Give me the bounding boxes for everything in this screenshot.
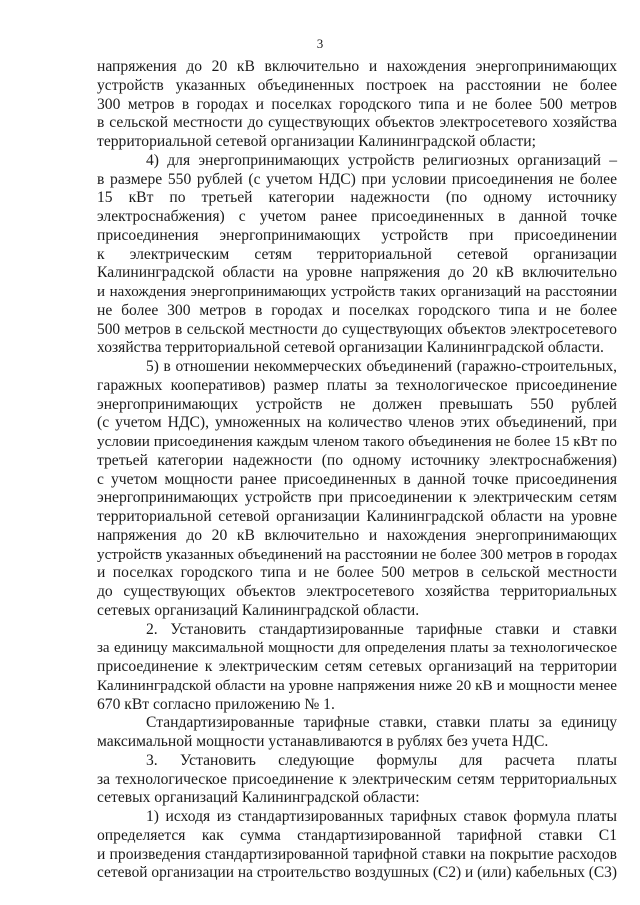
text-line: максимальной мощности устанавливаются в рублях без учета НДС. bbox=[97, 733, 549, 750]
text-line: 500 метров в сельской местности до существующих объектов электросетевого bbox=[97, 320, 617, 338]
text-line: за единицу максимальной мощности для определения платы за технологическое bbox=[97, 640, 617, 657]
text-line: устройств указанных объединений на расстоянии не более 300 метров в городах bbox=[97, 545, 618, 563]
text-line: Стандартизированные тарифные ставки, ставки платы за единицу bbox=[146, 714, 617, 732]
text-line: Калининградской области на уровне напряжения до 20 кВ включительно bbox=[97, 264, 617, 282]
text-line: энергопринимающих устройств не должен превышать 550 рублей bbox=[97, 395, 617, 413]
text-line: до существующих объектов электросетевого хозяйства территориальных bbox=[97, 583, 617, 600]
text-line: сетевых организаций Калининградской области. bbox=[97, 601, 420, 619]
text-line: 2. Установить стандартизированные тарифные ставки и ставки bbox=[146, 620, 617, 638]
text-line: за технологическое присоединение к электрическим сетям территориальных bbox=[97, 770, 617, 788]
text-line: с учетом мощности ранее присоединенных в данной точке присоединения bbox=[97, 470, 617, 488]
text-line: 5) в отношении некоммерческих объединений (гаражно-строительных, bbox=[146, 358, 617, 375]
text-line: электроснабжения) с учетом ранее присоединенных в данной точке bbox=[97, 208, 617, 225]
body-text bbox=[97, 58, 617, 883]
text-line: гаражных кооперативов) размер платы за технологическое присоединение bbox=[97, 376, 617, 394]
text-line: Калининградской области на уровне напряжения ниже 20 кВ и мощности менее bbox=[97, 676, 617, 694]
text-line: территориальной сетевой организации Калининградской области на уровне bbox=[97, 508, 617, 525]
text-line: 15 кВт по третьей категории надежности (по одному источнику bbox=[97, 189, 617, 207]
text-line: присоединение к электрическим сетям сетевых организаций на территории bbox=[97, 658, 617, 675]
text-line: в сельской местности до существующих объектов электросетевого хозяйства bbox=[97, 114, 617, 132]
page-number: 3 bbox=[316, 36, 324, 51]
text-line: третьей категории надежности (по одному источнику электроснабжения) bbox=[97, 451, 617, 469]
text-line: к электрическим сетям территориальной сетевой организации bbox=[97, 245, 617, 263]
text-line: в размере 550 рублей (с учетом НДС) при условии присоединения не более bbox=[97, 170, 617, 188]
text-line: напряжения до 20 кВ включительно и нахождения энергопринимающих bbox=[97, 526, 617, 544]
text-line: сетевых организаций Калининградской области: bbox=[97, 789, 420, 807]
text-line: не более 300 метров в городах и поселках городского типа и не более bbox=[97, 301, 617, 319]
text-line: присоединения энергопринимающих устройств при присоединении bbox=[97, 226, 617, 244]
text-line: 4) для энергопринимающих устройств религиозных организаций – bbox=[146, 151, 617, 169]
text-line: устройств указанных объединенных построек на расстоянии не более bbox=[97, 76, 617, 94]
text-line: энергопринимающих устройств при присоединении к электрическим сетям bbox=[97, 489, 617, 507]
text-line: определяется как сумма стандартизированной тарифной ставки С1 bbox=[97, 826, 617, 844]
text-line: 1) исходя из стандартизированных тарифных ставок формула платы bbox=[146, 808, 617, 825]
text-line: 300 метров в городах и поселках городского типа и не более 500 метров bbox=[97, 95, 617, 113]
text-line: условии присоединения каждым членом такого объединения не более 15 кВт по bbox=[97, 433, 617, 450]
text-line: и поселках городского типа и не более 500 метров в сельской местности bbox=[97, 564, 617, 582]
text-line: и произведения стандартизированной тарифной ставки на покрытие расходов bbox=[97, 845, 617, 863]
text-line: территориальной сетевой организации Калининградской области; bbox=[97, 133, 536, 150]
text-line: хозяйства территориальной сетевой организации Калининградской области. bbox=[97, 339, 604, 357]
text-line: 670 кВт согласно приложению № 1. bbox=[97, 695, 335, 713]
text-line: напряжения до 20 кВ включительно и нахождения энергопринимающих bbox=[97, 58, 617, 75]
text-line: (с учетом НДС), умноженных на количество членов этих объединений, при bbox=[97, 414, 617, 432]
text-line: 3. Установить следующие формулы для расчета платы bbox=[146, 751, 617, 769]
text-line: и нахождения энергопринимающих устройств таких организаций на расстоянии bbox=[97, 284, 617, 300]
text-line: сетевой организации на строительство воздушных (С2) и (или) кабельных (С3) bbox=[97, 864, 617, 882]
